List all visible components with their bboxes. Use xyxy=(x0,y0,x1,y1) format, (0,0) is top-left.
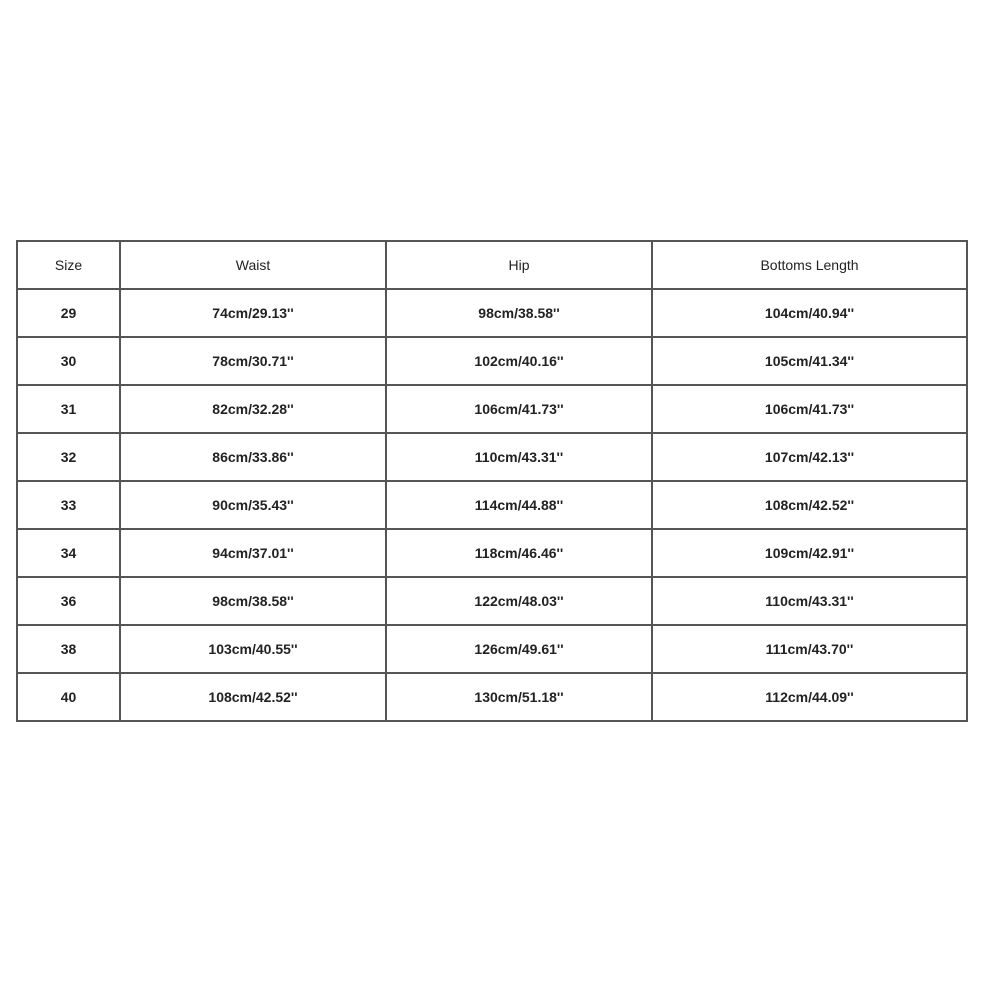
cell-waist: 108cm/42.52'' xyxy=(120,673,386,721)
cell-waist: 98cm/38.58'' xyxy=(120,577,386,625)
cell-waist: 82cm/32.28'' xyxy=(120,385,386,433)
table-row xyxy=(17,289,967,337)
cell-size: 30 xyxy=(17,337,120,385)
cell-waist: 86cm/33.86'' xyxy=(120,433,386,481)
cell-hip: 126cm/49.61'' xyxy=(386,625,652,673)
cell-waist: 103cm/40.55'' xyxy=(120,625,386,673)
cell-waist: 78cm/30.71'' xyxy=(120,337,386,385)
table-row xyxy=(17,673,967,721)
cell-bottoms-length: 104cm/40.94'' xyxy=(652,289,967,337)
cell-size: 32 xyxy=(17,433,120,481)
header-bottoms-length: Bottoms Length xyxy=(652,241,967,289)
header-size: Size xyxy=(17,241,120,289)
cell-bottoms-length: 111cm/43.70'' xyxy=(652,625,967,673)
cell-bottoms-length: 109cm/42.91'' xyxy=(652,529,967,577)
table-row xyxy=(17,625,967,673)
size-chart-table xyxy=(16,240,968,722)
table-row xyxy=(17,481,967,529)
cell-size: 38 xyxy=(17,625,120,673)
cell-waist: 74cm/29.13'' xyxy=(120,289,386,337)
cell-size: 29 xyxy=(17,289,120,337)
cell-bottoms-length: 106cm/41.73'' xyxy=(652,385,967,433)
cell-hip: 110cm/43.31'' xyxy=(386,433,652,481)
table-row xyxy=(17,385,967,433)
cell-hip: 130cm/51.18'' xyxy=(386,673,652,721)
cell-size: 34 xyxy=(17,529,120,577)
cell-hip: 102cm/40.16'' xyxy=(386,337,652,385)
cell-size: 31 xyxy=(17,385,120,433)
cell-hip: 98cm/38.58'' xyxy=(386,289,652,337)
cell-bottoms-length: 107cm/42.13'' xyxy=(652,433,967,481)
cell-size: 33 xyxy=(17,481,120,529)
cell-hip: 106cm/41.73'' xyxy=(386,385,652,433)
cell-waist: 94cm/37.01'' xyxy=(120,529,386,577)
table-row xyxy=(17,337,967,385)
cell-bottoms-length: 112cm/44.09'' xyxy=(652,673,967,721)
table-header-row xyxy=(17,241,967,289)
cell-bottoms-length: 105cm/41.34'' xyxy=(652,337,967,385)
cell-size: 36 xyxy=(17,577,120,625)
table-row xyxy=(17,433,967,481)
table-row xyxy=(17,529,967,577)
cell-bottoms-length: 108cm/42.52'' xyxy=(652,481,967,529)
cell-hip: 114cm/44.88'' xyxy=(386,481,652,529)
cell-hip: 118cm/46.46'' xyxy=(386,529,652,577)
table-row xyxy=(17,577,967,625)
header-hip: Hip xyxy=(386,241,652,289)
cell-bottoms-length: 110cm/43.31'' xyxy=(652,577,967,625)
header-waist: Waist xyxy=(120,241,386,289)
cell-waist: 90cm/35.43'' xyxy=(120,481,386,529)
cell-hip: 122cm/48.03'' xyxy=(386,577,652,625)
cell-size: 40 xyxy=(17,673,120,721)
